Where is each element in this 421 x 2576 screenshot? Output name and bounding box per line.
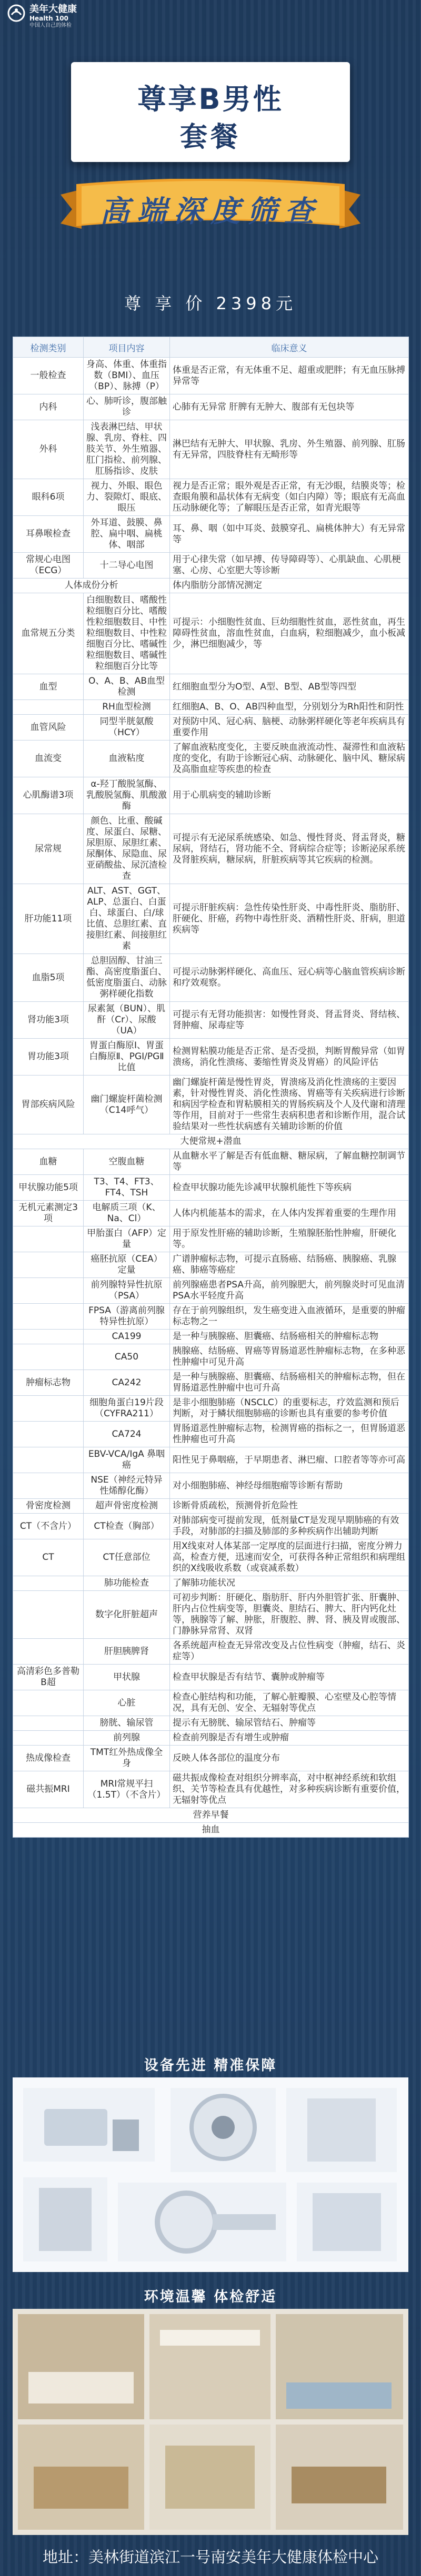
- table-cell-category: 外科: [13, 420, 84, 479]
- table-cell-meaning: 可提示肝脏疾病：急性传染性肝炎、中毒性肝炎、脂肪肝、肝硬化、肝癌，药物中毒性肝炎、酒精性肝炎、肝病，胆道疾病等: [170, 884, 409, 954]
- table-row: [13, 593, 409, 674]
- table-cell-item: CA199: [84, 1330, 170, 1344]
- brand-slogan: 中国人自己的体检: [29, 23, 72, 28]
- table-cell-item: 数字化肝脏超声: [84, 1591, 170, 1639]
- table-cell-meaning: 广谱肿瘤标志物，可提示直肠癌、结肠癌、胰腺癌、乳腺癌、肺癌等癌症: [170, 1252, 409, 1278]
- table-cell-meaning: 提示有无膀胱、输尿管结石、肿瘤等: [170, 1716, 409, 1731]
- table-cell-item: 超声骨密度检测: [84, 1499, 170, 1514]
- table-cell-item: CT检查（胸部）: [84, 1514, 170, 1539]
- table-row: [13, 1576, 409, 1591]
- table-row: [13, 1226, 409, 1252]
- table-cell-meaning: 红细胞血型分为O型、A型、B型、AB型等四型: [170, 674, 409, 700]
- table-cell-item: 心、肺听诊，腹部触诊: [84, 394, 170, 420]
- table-row: [13, 553, 409, 579]
- table-cell-item: MRI常规平扫（1.5T）（不含片）: [84, 1771, 170, 1808]
- table-row: [13, 394, 409, 420]
- table-cell-category: [13, 1690, 84, 1716]
- table-cell-item: 大便常规+潜血: [13, 1134, 409, 1149]
- table-row: [13, 1252, 409, 1278]
- table-row: [13, 814, 409, 884]
- table-cell-category: [13, 1576, 84, 1591]
- table-cell-category: [13, 1226, 84, 1252]
- table-cell-item: 电解质三项（K、Na、Cl）: [84, 1201, 170, 1226]
- table-cell-meaning: 阳性见于鼻咽癌，于早期患者、淋巴瘤、口腔者等等亦可高: [170, 1447, 409, 1473]
- table-cell-category: [13, 1278, 84, 1304]
- table-row: [13, 579, 409, 593]
- table-cell-item: 人体成份分析: [13, 579, 170, 593]
- table-cell-category: 血流变: [13, 741, 84, 777]
- brand-name: 美年大健康: [29, 4, 77, 15]
- table-row: [13, 1134, 409, 1149]
- table-cell-meaning: 检查心脏结构和功能，了解心脏瓣膜、心室壁及心腔等情况，具有无创、安全、无辐射等优点: [170, 1690, 409, 1716]
- table-row: [13, 741, 409, 777]
- table-row: [13, 1396, 409, 1422]
- table-cell-item: 身高、体重、体重指数（BMI）、血压（BP）、脉搏（P）: [84, 358, 170, 394]
- table-row: [13, 1304, 409, 1330]
- table-cell-meaning: 可提示动脉粥样硬化、高血压、冠心病等心脑血管疾病诊断和疗效观察。: [170, 954, 409, 1002]
- table-cell-meaning: 诊断骨质疏松，预测骨折危险性: [170, 1499, 409, 1514]
- table-row: [13, 1665, 409, 1690]
- table-row: [13, 1201, 409, 1226]
- table-row: [13, 420, 409, 479]
- table-cell-meaning: 胃肠道恶性肿瘤标志物，检测胃癌的指标之一，但胃肠道恶性肿瘤也可升高: [170, 1422, 409, 1447]
- table-cell-meaning: 可提示有无肾功能损害：如慢性肾炎、肾盂肾炎、肾结核、肾肿瘤、尿毒症等: [170, 1002, 409, 1039]
- table-cell-meaning: 用于原发性肝癌的辅助诊断，生殖腺胚胎性肿瘤，肝硬化等。: [170, 1226, 409, 1252]
- table-cell-meaning: 是一种与胰腺癌、胆囊癌、结肠癌相关的肿瘤标志物: [170, 1330, 409, 1344]
- table-row: [13, 1514, 409, 1539]
- table-row: [13, 1330, 409, 1344]
- table-row: [13, 1771, 409, 1808]
- table-cell-category: [13, 1344, 84, 1370]
- table-cell-item: O、A、B、AB血型检测: [84, 674, 170, 700]
- table-row: [13, 1731, 409, 1746]
- table-cell-item: 视力、外眼、眼色力、裂隙灯、眼底、眼压: [84, 479, 170, 516]
- table-cell-meaning: 体内脂肪分部情况测定: [170, 579, 409, 593]
- table-cell-category: [13, 1396, 84, 1422]
- table-cell-item: 胃蛋白酶原Ⅰ、胃蛋白酶原Ⅱ、PGⅠ/PGⅡ比值: [84, 1039, 170, 1076]
- table-cell-meaning: 可提示有无泌尿系统感染、如急、慢性肾炎、肾盂肾炎，糖尿病，肾结石，肾功能不全、肾病综合症等；诊断泌尿系统及肾脏疾病，糖尿病，肝脏疾病等其它疾病的检测。: [170, 814, 409, 884]
- table-cell-meaning: 胰腺癌、结肠癌、胃癌等胃肠道恶性肿瘤标志物，在多种恶性肿瘤中可见升高: [170, 1344, 409, 1370]
- table-cell-category: [13, 1252, 84, 1278]
- table-cell-category: 血常规五分类: [13, 593, 84, 674]
- table-cell-item: TMT红外热成像全身: [84, 1746, 170, 1771]
- table-row: [13, 1370, 409, 1396]
- table-cell-category: 高清彩色多普勒B超: [13, 1665, 84, 1690]
- table-cell-category: CT（不含片）: [13, 1514, 84, 1539]
- table-row: [13, 1473, 409, 1499]
- table-cell-item: 膀胱、输尿管: [84, 1716, 170, 1731]
- table-row: [13, 1539, 409, 1576]
- table-cell-category: [13, 1330, 84, 1344]
- table-cell-meaning: 检查甲状腺功能先诊减甲状腺机能性下等疾病: [170, 1175, 409, 1201]
- table-row: [13, 777, 409, 814]
- table-cell-item: 幽门螺旋杆菌检测（C14呼气）: [84, 1076, 170, 1134]
- table-cell-category: [13, 1591, 84, 1639]
- table-cell-meaning: 检查前列腺是否有增生或肿瘤: [170, 1731, 409, 1746]
- title-card: [71, 62, 350, 162]
- table-cell-meaning: 对小细胞肺癌、神经母细胞瘤等诊断有帮助: [170, 1473, 409, 1499]
- table-row: [13, 1499, 409, 1514]
- table-cell-category: 胃部疾病风险: [13, 1076, 84, 1134]
- table-cell-item: NSE（神经元特异性烯醇化酶）: [84, 1473, 170, 1499]
- table-cell-item: CA724: [84, 1422, 170, 1447]
- table-row: [13, 1690, 409, 1716]
- table-cell-meaning: 对肺部病变可提前发现，低剂量CT是发现早期肺癌的有效手段，对肺部的扫描及肺部的多种疾病作出辅助判断: [170, 1514, 409, 1539]
- price-label: 尊 享 价 2398元: [124, 293, 297, 313]
- equipment-images: [13, 2077, 408, 2272]
- package-title: 尊享B男性: [137, 83, 284, 116]
- table-cell-item: 肺功能检查: [84, 1576, 170, 1591]
- table-cell-category: [13, 1716, 84, 1731]
- ribbon-text: 高端深度筛查: [100, 195, 321, 229]
- table-cell-category: [13, 1304, 84, 1330]
- table-row: [13, 884, 409, 954]
- table-row: [13, 516, 409, 553]
- table-cell-category: [13, 1447, 84, 1473]
- table-cell-item: RH血型检测: [84, 700, 170, 715]
- table-row: [13, 1591, 409, 1639]
- table-row: [13, 1002, 409, 1039]
- table-cell-item: 甲胎蛋白（AFP）定量: [84, 1226, 170, 1252]
- table-row: [13, 1344, 409, 1370]
- table-cell-item: 前列腺: [84, 1731, 170, 1746]
- table-row: [13, 1039, 409, 1076]
- header-category: 检测类别: [13, 337, 84, 358]
- table-cell-category: [13, 1731, 84, 1746]
- table-cell-category: 胃功能3项: [13, 1039, 84, 1076]
- table-cell-meaning: 反映人体各部位的温度分布: [170, 1746, 409, 1771]
- table-row: [13, 1076, 409, 1134]
- table-cell-category: 磁共振MRI: [13, 1771, 84, 1808]
- table-cell-item: 心脏: [84, 1690, 170, 1716]
- table-cell-category: 尿常规: [13, 814, 84, 884]
- table-cell-category: 热成像检查: [13, 1746, 84, 1771]
- table-cell-item: α-羟丁酸脱氢酶、乳酸脱氢酶、肌酸激酶: [84, 777, 170, 814]
- table-cell-category: 骨密度检测: [13, 1499, 84, 1514]
- table-cell-item: ALT、AST、GGT、ALP、总蛋白、白蛋白、球蛋白、白/球比值、总胆红素、直接胆红素、间接胆红素: [84, 884, 170, 954]
- table-row: [13, 700, 409, 715]
- table-cell-meaning: 各系统超声检查无异常改变及占位性病变（肿瘤，结石、炎症等）: [170, 1639, 409, 1665]
- brand-name-en: Health 100: [29, 15, 68, 22]
- table-cell-category: 甲状腺功能5项: [13, 1175, 84, 1201]
- table-cell-category: [13, 1639, 84, 1665]
- table-cell-meaning: 可初步判断：肝硬化、脂肪肝、肝内外胆管扩张、肝囊肿、肝内占位性病变等，胆囊炎、胆结石、脾大、肝内钙化灶等，胰腺等了解、肿胀，肝腹腔、脾、肾、胰及胃或腹部、门静脉异常肾、双肾: [170, 1591, 409, 1639]
- table-row: [13, 1447, 409, 1473]
- table-cell-item: CA242: [84, 1370, 170, 1396]
- table-cell-category: 无机元素测定3项: [13, 1201, 84, 1226]
- table-row: [13, 1716, 409, 1731]
- table-cell-item: 前列腺特异性抗原（PSA）: [84, 1278, 170, 1304]
- table-row: [13, 1149, 409, 1175]
- table-row: [13, 674, 409, 700]
- table-row: [13, 1808, 409, 1823]
- table-cell-item: 尿素氮（BUN）、肌酐（Cr）、尿酸（UA）: [84, 1002, 170, 1039]
- table-cell-category: 肿瘤标志物: [13, 1370, 84, 1396]
- package-subtitle: 套餐: [179, 121, 241, 153]
- table-cell-category: [13, 1473, 84, 1499]
- table-cell-item: 肝胆胰脾肾: [84, 1639, 170, 1665]
- table-cell-category: 血型: [13, 674, 84, 700]
- table-cell-item: 空腹血糖: [84, 1149, 170, 1175]
- table-cell-item: T3、T4、FT3、FT4、TSH: [84, 1175, 170, 1201]
- table-row: [13, 715, 409, 741]
- equipment-gallery: [13, 2077, 408, 2272]
- table-cell-item: 颜色、比重、酸碱度、尿蛋白、尿糖、尿胆原、尿胆红素、尿酮体、尿隐血、尿亚硝酸盐、尿沉渣检查: [84, 814, 170, 884]
- table-cell-item: 白细胞数目、嗜酸性粒细胞百分比、嗜酸性粒细胞数目、中性粒细胞数目、中性粒细胞百分比、嗜碱性粒细胞数目、嗜碱性粒细胞百分比等: [84, 593, 170, 674]
- table-cell-meaning: 红细胞A、B、O、AB四种血型，分别划分为Rh阳性和阴性: [170, 700, 409, 715]
- table-cell-meaning: 体重是否正常，有无体重不足、超重或肥胖；有无血压脉搏异常等: [170, 358, 409, 394]
- table-cell-meaning: 检查甲状腺是否有结节、囊肿或肿瘤等: [170, 1665, 409, 1690]
- table-row: [13, 1278, 409, 1304]
- address-text: 地址：美林街道滨江一号南安美年大健康体检中心: [42, 2548, 378, 2566]
- table-row: [13, 954, 409, 1002]
- header-meaning: 临床意义: [170, 337, 409, 358]
- table-cell-item: FPSA（游离前列腺特异性抗原）: [84, 1304, 170, 1330]
- table-cell-item: 外耳道、鼓膜、鼻腔、扁中咽、扁桃体、咽部: [84, 516, 170, 553]
- table-cell-category: 耳鼻喉检查: [13, 516, 84, 553]
- table-cell-category: 肾功能3项: [13, 1002, 84, 1039]
- table-cell-meaning: 幽门螺旋杆菌是慢性胃炎，胃溃疡及消化性溃疡的主要因素，针对慢性胃炎、消化性溃疡、胃癌等有关疾病进行诊断和病因学检查和胃粘膜相关的胃肠疾病及个人及代谢和清理等作用，目前对于一些常生表病积患者和诊断作用，混合试验结果对一些性状病感有关辅助诊断的价值: [170, 1076, 409, 1134]
- table-cell-category: 肝功能11项: [13, 884, 84, 954]
- table-cell-meaning: 从血糖水平了解是否有低血糖、糖尿病，了解血糖控制调节等: [170, 1149, 409, 1175]
- table-cell-meaning: 存在于前列腺组织，发生癌变进入血液循环，是重要的肿瘤标志物之一: [170, 1304, 409, 1330]
- exam-table-body: [13, 358, 409, 1838]
- table-cell-category: 眼科6项: [13, 479, 84, 516]
- table-cell-item: CA50: [84, 1344, 170, 1370]
- table-cell-category: [13, 700, 84, 715]
- table-cell-item: 十二导心电图: [84, 553, 170, 579]
- brand-logo-icon: [7, 4, 25, 22]
- table-cell-meaning: 用X线束对人体某部一定厚度的层面进行扫描，密度分辨力高，检查方便，迅速而安全，可获得各种正常组织和病理组织的X线吸收系数（或衰减系数）: [170, 1539, 409, 1576]
- table-cell-category: 血脂5项: [13, 954, 84, 1002]
- table-cell-category: 心肌酶谱3项: [13, 777, 84, 814]
- table-cell-item: 总胆固醇、甘油三酯、高密度脂蛋白、低密度脂蛋白、动脉粥样硬化指数: [84, 954, 170, 1002]
- table-cell-category: 一般检查: [13, 358, 84, 394]
- table-cell-meaning: 耳、鼻、咽（如中耳炎、鼓膜穿孔、扁桃体肿大）有无异常等: [170, 516, 409, 553]
- table-cell-category: 血管风险: [13, 715, 84, 741]
- table-cell-item: 抽血: [13, 1823, 409, 1838]
- table-cell-item: 同型半胱氨酸（HCY）: [84, 715, 170, 741]
- table-cell-meaning: 了解肺功能状况: [170, 1576, 409, 1591]
- brand-logo: [7, 4, 77, 29]
- table-cell-meaning: 心肺有无异常 肝脾有无肿大、腹部有无包块等: [170, 394, 409, 420]
- environment-gallery: [13, 2309, 408, 2535]
- table-cell-meaning: 前列腺癌患者PSA升高，前列腺肥大，前列腺炎时可见血清PSA水平轻度升高: [170, 1278, 409, 1304]
- table-cell-category: 血糖: [13, 1149, 84, 1175]
- table-cell-meaning: 是非小细胞肺癌（NSCLC）的重要标志，疗效监测和预后判断，对于鳞状细胞肺癌的诊断也具有重要的参考价值: [170, 1396, 409, 1422]
- table-cell-item: 癌胚抗原（CEA）定量: [84, 1252, 170, 1278]
- table-row: [13, 1175, 409, 1201]
- table-cell-category: 常规心电图（ECG）: [13, 553, 84, 579]
- table-cell-item: 血液粘度: [84, 741, 170, 777]
- table-cell-meaning: 视力是否正常；眼外观是否正常，有无沙眼，结膜炎等；检查眼角膜和晶状体有无病变（如白内障）等；眼底有无高血压动脉硬化等；了解眼压是否正常，如青光眼等: [170, 479, 409, 516]
- table-cell-meaning: 检测胃粘膜功能是否正常、是否受损，判断胃酸异常（如胃溃疡，消化性溃疡、萎缩性胃炎及胃癌）的风险评估: [170, 1039, 409, 1076]
- table-cell-category: 内科: [13, 394, 84, 420]
- table-cell-meaning: 对预防中风、冠心病、脑梗、动脉粥样硬化等老年疾病具有重要作用: [170, 715, 409, 741]
- environment-section-title: 环境温馨 体检舒适: [144, 2289, 277, 2305]
- table-cell-meaning: 淋巴结有无肿大、甲状腺、乳房、外生殖器、前列腺、肛肠有无异常，四肢脊柱有无畸形等: [170, 420, 409, 479]
- table-cell-category: CT: [13, 1539, 84, 1576]
- environment-images: [13, 2309, 408, 2535]
- table-cell-category: [13, 1422, 84, 1447]
- table-row: [13, 1823, 409, 1838]
- table-cell-item: 营养早餐: [13, 1808, 409, 1823]
- table-cell-item: 浅表淋巴结、甲状腺、乳房、脊柱、四肢关节、外生殖器、肛门指检、前列腺、肛肠指诊、皮肤: [84, 420, 170, 479]
- table-row: [13, 358, 409, 394]
- header-items: 项目内容: [84, 337, 170, 358]
- table-cell-item: CT任意部位: [84, 1539, 170, 1576]
- table-cell-meaning: 是一种与胰腺癌、胆囊癌、结肠癌相关的肿瘤标志物，但在胃肠道恶性肿瘤中也可升高: [170, 1370, 409, 1396]
- table-cell-meaning: 可提示：小细胞性贫血、巨幼细胞性贫血，恶性贫血，再生障碍性贫血，溶血性贫血，白血病，粒细胞减少，血小板减少，淋巴细胞减少，等: [170, 593, 409, 674]
- table-cell-meaning: 用于心肌病变的辅助诊断: [170, 777, 409, 814]
- equipment-section-title: 设备先进 精准保障: [144, 2057, 277, 2074]
- table-cell-meaning: 用于心律失常（如早搏、传导障碍等）、心肌缺血、心肌梗塞、心房、心室肥大等诊断: [170, 553, 409, 579]
- table-cell-meaning: 了解血液粘度变化，主要反映血液流动性、凝滞性和血液粘度的变化，有助于诊断冠心病、动脉硬化、脑中风、糖尿病及高脂血症等疾患的检查: [170, 741, 409, 777]
- exam-table: [13, 337, 408, 1838]
- table-cell-meaning: 人体内机能基本的需求，在人体内发挥着重要的生理作用: [170, 1201, 409, 1226]
- table-row: [13, 1746, 409, 1771]
- table-cell-item: 甲状腺: [84, 1665, 170, 1690]
- table-row: [13, 479, 409, 516]
- table-cell-item: 细胞角蛋白19片段（CYFRA211）: [84, 1396, 170, 1422]
- table-row: [13, 1422, 409, 1447]
- table-cell-item: EBV-VCA/IgA 鼻咽癌: [84, 1447, 170, 1473]
- table-row: [13, 1639, 409, 1665]
- table-cell-meaning: 磁共振成像检查对组织分辨率高，对中枢神经系统和软组织、关节等检查具有优越性，对多种疾病诊断有重要价值，无辐射等优点: [170, 1771, 409, 1808]
